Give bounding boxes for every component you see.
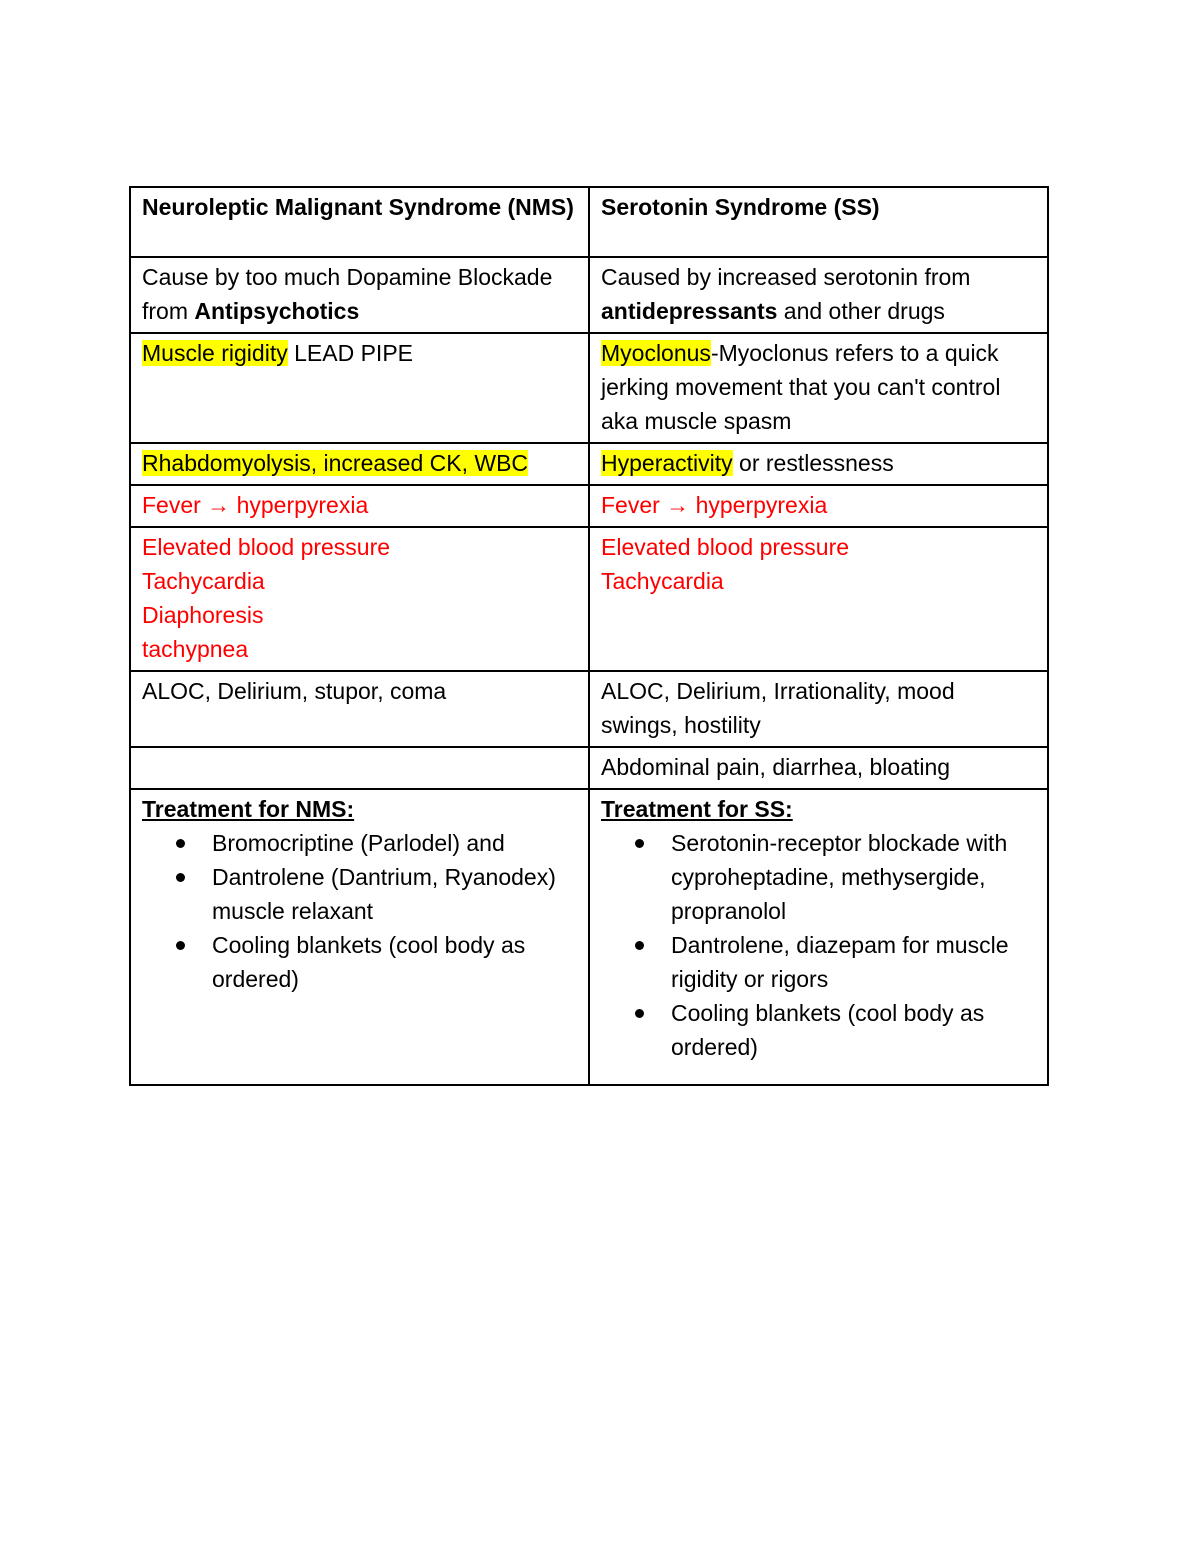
vitals-nms-item: Diaphoresis (142, 602, 264, 628)
nms-vs-ss-comparison-table (129, 186, 1049, 1086)
rhabdo-cell-nms (130, 443, 589, 485)
header-cell-ss (589, 187, 1048, 257)
table-row-rhabdo (130, 443, 1048, 485)
header-nms-text: Neuroleptic Malignant Syndrome (NMS) (142, 194, 574, 220)
vitals-ss-item: Tachycardia (601, 568, 724, 594)
header-cell-nms (130, 187, 589, 257)
treatment-nms-list (142, 826, 577, 996)
treatment-cell-ss (589, 789, 1048, 1085)
table-row-header (130, 187, 1048, 257)
list-item: Cooling blankets (cool body as ordered) (212, 928, 577, 996)
muscle-nms-highlight: Muscle rigidity (142, 340, 288, 366)
muscle-ss-highlight: Myoclonus (601, 340, 711, 366)
table-row-treatment (130, 789, 1048, 1085)
cause-ss-bold: antidepressants (601, 298, 778, 324)
cause-ss-suffix: and other drugs (777, 298, 945, 324)
abdominal-ss-text: Abdominal pain, diarrhea, bloating (601, 754, 951, 780)
muscle-ss-rest: -Myoclonus refers to a quick jerking movement that you can't control aka muscle spasm (601, 340, 1001, 434)
fever-cell-nms (130, 485, 589, 527)
muscle-cell-ss (589, 333, 1048, 443)
cause-cell-nms (130, 257, 589, 333)
vitals-cell-ss (589, 527, 1048, 671)
table-row-fever (130, 485, 1048, 527)
table-row-muscle (130, 333, 1048, 443)
treatment-ss-list (601, 826, 1036, 1064)
aloc-cell-nms (130, 671, 589, 747)
vitals-ss-item: Elevated blood pressure (601, 534, 850, 560)
aloc-nms-text: ALOC, Delirium, stupor, coma (142, 678, 447, 704)
abdominal-cell-nms (130, 747, 589, 789)
treatment-cell-nms (130, 789, 589, 1085)
fever-cell-ss (589, 485, 1048, 527)
cause-cell-ss (589, 257, 1048, 333)
vitals-nms-item: Tachycardia (142, 568, 265, 594)
list-item: Dantrolene (Dantrium, Ryanodex) muscle relaxant (212, 860, 577, 928)
aloc-cell-ss (589, 671, 1048, 747)
header-ss-text: Serotonin Syndrome (SS) (601, 194, 880, 220)
list-item: Dantrolene, diazepam for muscle rigidity or rigors (671, 928, 1036, 996)
vitals-nms-item: Elevated blood pressure (142, 534, 391, 560)
list-item: Serotonin-receptor blockade with cyproheptadine, methysergide, propranolol (671, 826, 1036, 928)
list-item: Bromocriptine (Parlodel) and (212, 826, 577, 860)
treatment-ss-title: Treatment for SS: (601, 796, 793, 822)
rhabdo-cell-ss (589, 443, 1048, 485)
muscle-nms-rest: LEAD PIPE (287, 340, 413, 366)
rhabdo-nms-highlight: Rhabdomyolysis, increased CK, WBC (142, 450, 529, 476)
cause-nms-text: Cause by too much Dopamine Blockade from (142, 264, 553, 324)
vitals-nms-item: tachypnea (142, 636, 249, 662)
table-row-cause (130, 257, 1048, 333)
rhabdo-ss-highlight: Hyperactivity (601, 450, 733, 476)
table-row-aloc (130, 671, 1048, 747)
table-row-abdominal (130, 747, 1048, 789)
rhabdo-ss-rest: or restlessness (732, 450, 894, 476)
table-row-vitals (130, 527, 1048, 671)
treatment-nms-title: Treatment for NMS: (142, 796, 355, 822)
fever-ss-text: Fever → hyperpyrexia (601, 492, 828, 518)
cause-nms-bold: Antipsychotics (194, 298, 360, 324)
muscle-cell-nms (130, 333, 589, 443)
fever-nms-text: Fever → hyperpyrexia (142, 492, 369, 518)
abdominal-cell-ss (589, 747, 1048, 789)
cause-ss-text: Caused by increased serotonin from (601, 264, 971, 290)
list-item: Cooling blankets (cool body as ordered) (671, 996, 1036, 1064)
vitals-cell-nms (130, 527, 589, 671)
aloc-ss-text: ALOC, Delirium, Irrationality, mood swings, hostility (601, 678, 955, 738)
